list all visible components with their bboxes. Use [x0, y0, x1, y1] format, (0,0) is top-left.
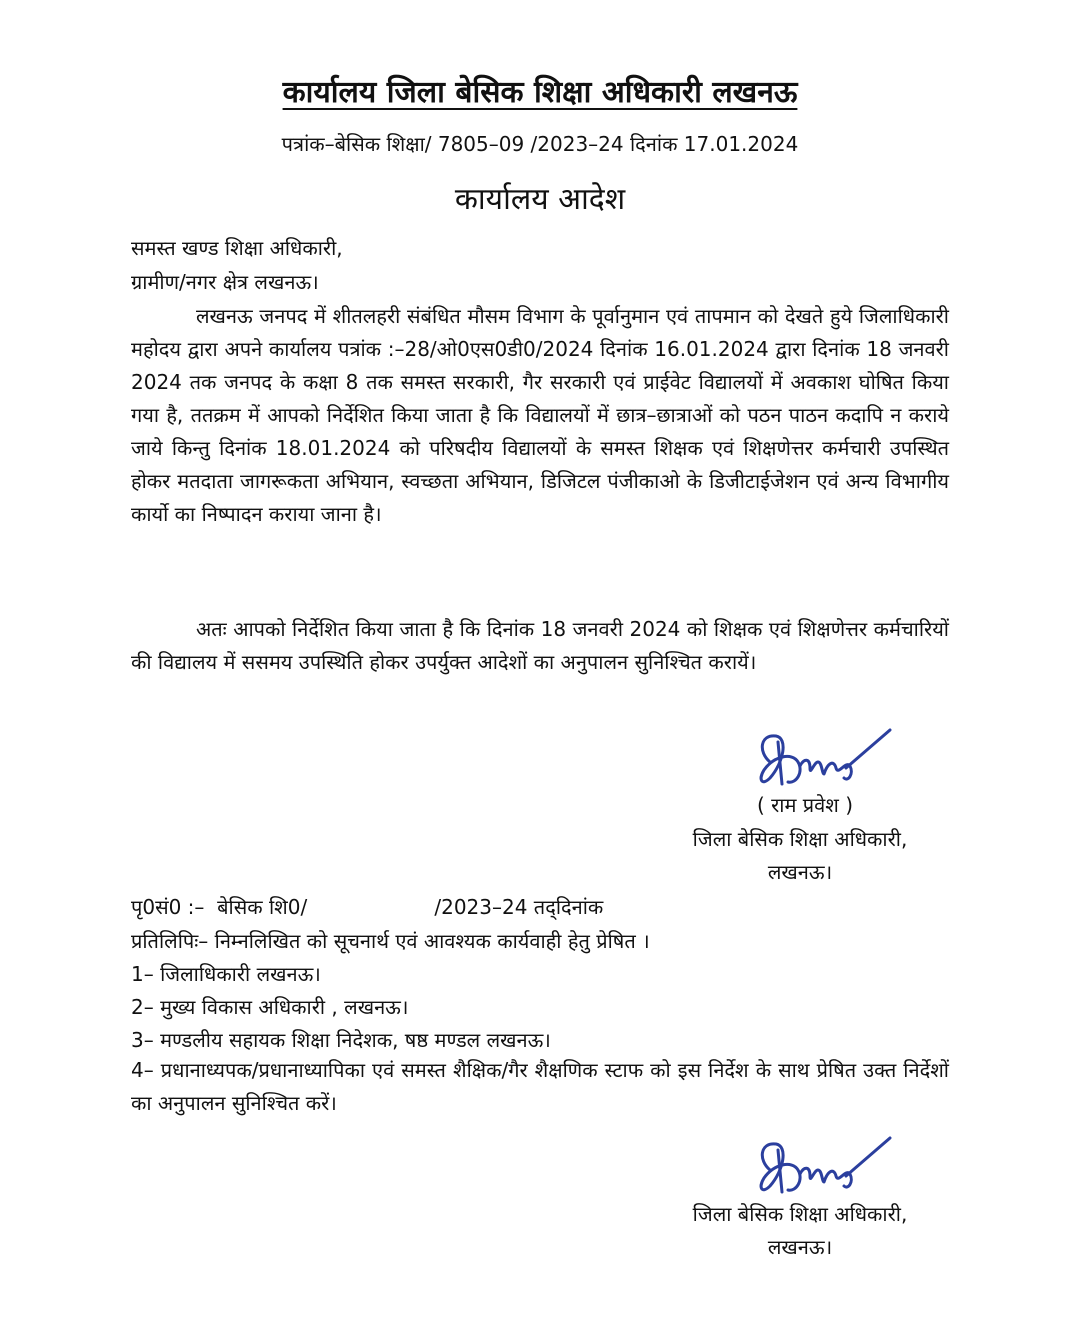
- copy-list-item: 3– मण्डलीय सहायक शिक्षा निदेशक, षष्ठ मण्डल लखनऊ।: [131, 1028, 551, 1052]
- copy-intro: प्रतिलिपिः– निम्नलिखित को सूचनार्थ एवं आवश्यक कार्यवाही हेतु प्रेषित ।: [131, 929, 650, 953]
- copy-reference-line: पृ0सं0 :– बेसिक शि0/ /2023–24 तद्‌दिनांक: [131, 895, 604, 919]
- addressee-line-1: समस्त खण्ड शिक्षा अधिकारी,: [131, 236, 343, 260]
- addressee-line-2: ग्रामीण/नगर क्षेत्र लखनऊ।: [131, 270, 319, 294]
- signatory-designation: जिला बेसिक शिक्षा अधिकारी,: [692, 1202, 908, 1226]
- order-title: कार्यालय आदेश: [454, 182, 626, 217]
- signatory-place: लखनऊ।: [767, 1235, 833, 1259]
- signature-mark: [748, 1130, 898, 1205]
- copy-list-item: 1– जिलाधिकारी लखनऊ।: [131, 962, 321, 986]
- signature-mark: [748, 722, 898, 797]
- office-title: कार्यालय जिला बेसिक शिक्षा अधिकारी लखनऊ: [282, 75, 798, 110]
- signatory-place: लखनऊ।: [767, 860, 833, 884]
- signatory-name: ( राम प्रवेश ): [756, 793, 854, 817]
- body-paragraph-2: अतः आपको निर्देशित किया जाता है कि दिनांक 18 जनवरी 2024 को शिक्षक एवं शिक्षणेत्तर कर्मचारियों की विद्यालय में ससमय उपस्थिति होकर उपर्युक्त आदेशों का अनुपालन सुनिश्चित करायें।: [131, 617, 949, 674]
- signatory-designation: जिला बेसिक शिक्षा अधिकारी,: [692, 827, 908, 851]
- body-paragraph-1: लखनऊ जनपद में शीतलहरी संबंधित मौसम विभाग के पूर्वानुमान एवं तापमान को देखते हुये जिलाधिकारी महोदय द्वारा अपने कार्यालय पत्रांक :–28/ओ0एस0डी0/2024 दिनांक 16.01.2024 द्वारा दिनांक 18 जनवरी 2024 तक जनपद के कक्षा 8 तक समस्त सरकारी, गैर सरकारी एवं प्राईवेट विद्यालयों में अवकाश घोषित किया गया है, ततक्रम में आपको निर्देशित किया जाता है कि विद्यालयों में छात्र–छात्राओं को पठन पाठन कदापि न कराये जाये किन्तु दिनांक 18.01.2024 को परिषदीय विद्यालयों के समस्त शिक्षक एवं शिक्षणेत्तर कर्मचारी उपस्थित होकर मतदाता जागरूकता अभियान, स्वच्छता अभियान, डिजिटल पंजीकाओ के डिजीटाईजेशन एवं अन्य विभागीय कार्यो का निष्पादन कराया जाना है।: [131, 304, 949, 526]
- reference-line: पत्रांक–बेसिक शिक्षा/ 7805–09 /2023–24 दिनांक 17.01.2024: [281, 132, 799, 156]
- copy-list-item: 2– मुख्य विकास अधिकारी , लखनऊ।: [131, 995, 409, 1019]
- copy-list-item: 4– प्रधानाध्यपक/प्रधानाध्यापिका एवं समस्त शैक्षिक/गैर शैक्षणिक स्टाफ को इस निर्देश के साथ प्रेषित उक्त निर्देशों का अनुपालन सुनिश्चित करें।: [131, 1058, 949, 1115]
